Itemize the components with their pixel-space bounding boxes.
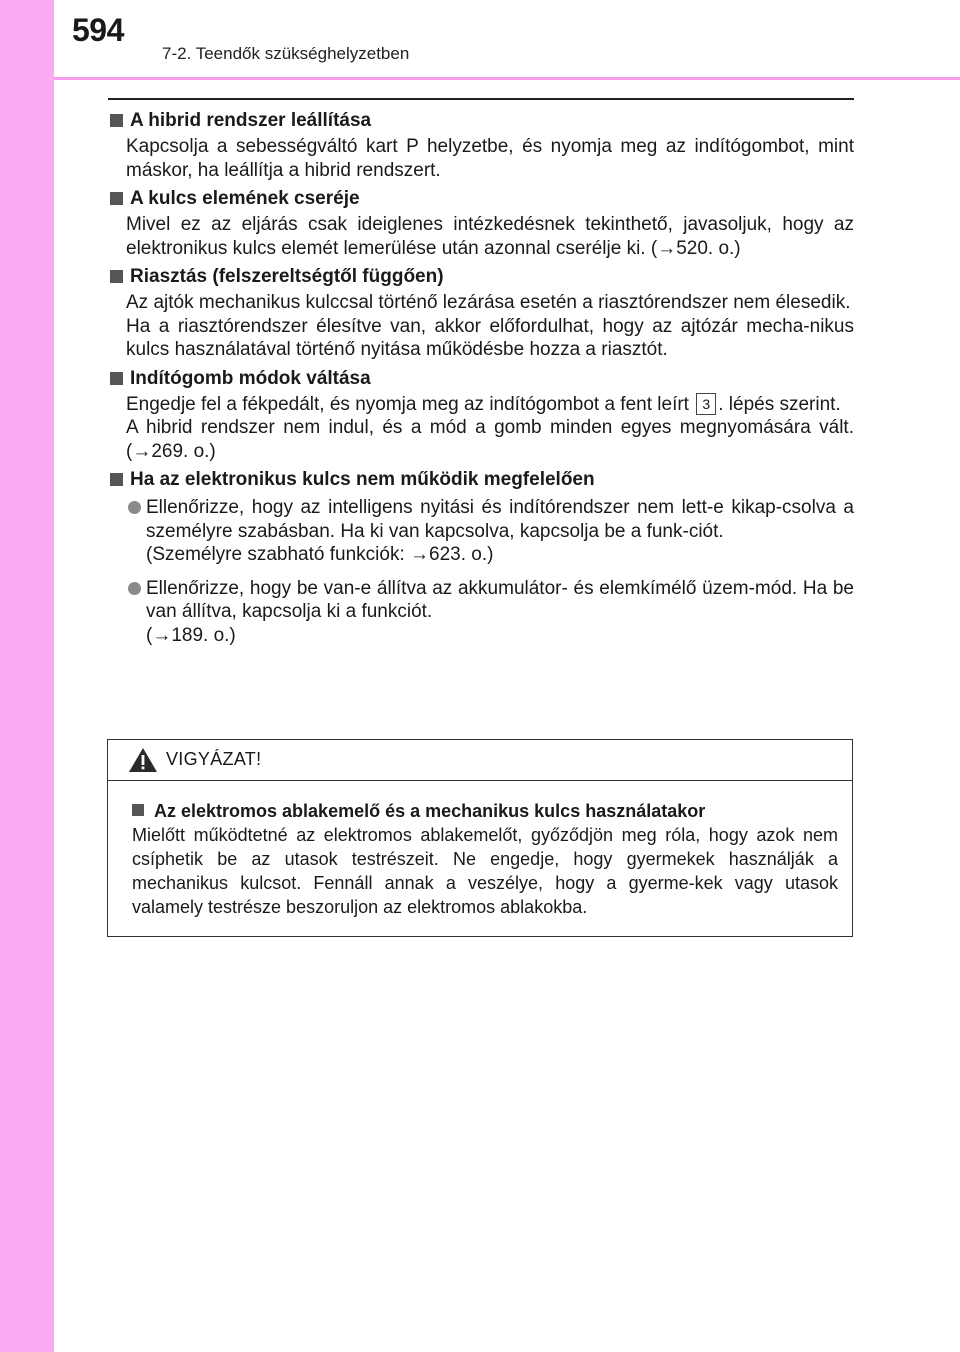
chapter-tab-sidebar: [0, 0, 54, 1352]
list-item: Ellenőrizze, hogy az intelligens nyitási és indítórendszer nem lett-e kikap-csolva a személyre szabásban. Ha ki van kapcsolva, kapcsolja be a funk-ciót. (Személyre szabható funkciók: →623. o.): [108, 496, 854, 567]
section-start-button-modes: [108, 366, 854, 464]
section-rule: [108, 98, 854, 100]
warning-text: Mielőtt működtetné az elektromos ablakemelőt, győződjön meg róla, hogy azok nem csíphetik be az utasok testrészeit. Ne engedje, hogy gyermekek használják a mechanikus kulcsot. Fennáll annak a veszélye, hogy a gyerme-kek vagy utasok valamely testrésze beszoruljon az elektromos ablakokba.: [132, 825, 838, 917]
section-text: Engedje fel a fékpedált, és nyomja meg az indítógombot a fent leírt 3 . lépés szerint.: [126, 393, 841, 415]
main-content: [108, 108, 854, 657]
section-heading: Ha az elektronikus kulcs nem működik megfelelően: [108, 467, 854, 492]
warning-heading: Az elektromos ablakemelő és a mechanikus kulcs használatakor: [132, 799, 838, 823]
round-bullet-icon: [128, 582, 141, 595]
warning-label: VIGYÁZAT!: [166, 749, 262, 769]
section-heading: A hibrid rendszer leállítása: [108, 108, 854, 133]
header-line: [54, 77, 960, 80]
section-text: Kapcsolja a sebességváltó kart P helyzetbe, és nyomja meg az indítógombot, mint máskor, ha leállítja a hibrid rendszert.: [126, 136, 854, 181]
square-bullet-icon: [110, 270, 123, 283]
chapter-title: 7-2. Teendők szükséghelyzetben: [162, 44, 410, 63]
section-heading: Indítógomb módok váltása: [108, 366, 854, 391]
section-alarm: [108, 264, 854, 362]
warning-box: [107, 739, 853, 937]
page-number: 594: [72, 12, 124, 48]
section-heading: A kulcs elemének cseréje: [108, 186, 854, 211]
section-text: A hibrid rendszer nem indul, és a mód a gomb minden egyes megnyomására vált. (→269. o.): [126, 417, 854, 462]
section-text: Mivel ez az eljárás csak ideiglenes intézkedésnek tekinthető, javasoljuk, hogy az elektronikus kulcs elemét lemerülése után azonnal cserélje ki. (→520. o.): [126, 214, 854, 259]
section-battery-replace: [108, 186, 854, 260]
round-bullet-icon: [128, 501, 141, 514]
section-text: Az ajtók mechanikus kulccsal történő lezárása esetén a riasztórendszer nem élesedik.: [126, 292, 851, 313]
list-item: Ellenőrizze, hogy be van-e állítva az akkumulátor- és elemkímélő üzem-mód. Ha be van állítva, kapcsolja ki a funkciót. (→189. o.): [108, 577, 854, 648]
section-heading: Riasztás (felszereltségtől függően): [108, 264, 854, 289]
square-bullet-icon: [110, 372, 123, 385]
square-bullet-icon: [110, 192, 123, 205]
square-bullet-icon: [132, 804, 144, 816]
step-reference-badge: 3: [696, 393, 716, 415]
warning-body: [108, 781, 852, 919]
square-bullet-icon: [110, 473, 123, 486]
square-bullet-icon: [110, 114, 123, 127]
warning-triangle-icon: [128, 747, 158, 773]
warning-header: [108, 740, 852, 781]
section-stop-hybrid: [108, 108, 854, 182]
section-text: Ha a riasztórendszer élesítve van, akkor előfordulhat, hogy az ajtózár mecha-nikus kulcs használatával történő nyitása működésbe hozza a riasztót.: [126, 315, 854, 360]
section-key-malfunction: [108, 467, 854, 647]
